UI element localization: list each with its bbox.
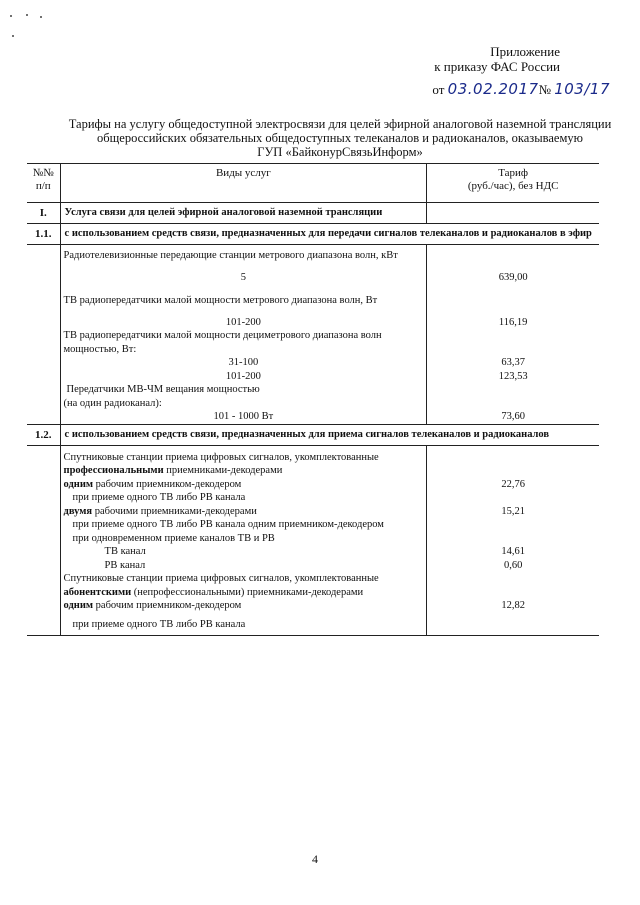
service-cell — [60, 445, 427, 636]
section-number: 1.2. — [27, 424, 60, 445]
bold-term: абонентскими — [63, 586, 132, 598]
section-number: I. — [27, 203, 60, 224]
header-service-cell: Виды услуг — [60, 164, 427, 203]
empty-cell — [427, 203, 599, 224]
tariff-cell — [427, 445, 599, 636]
tariff-value: 12,82 — [501, 600, 525, 611]
table-header-row — [27, 164, 599, 203]
service-label: Радиотелевизионные передающие станции метрового диапазона волн, кВт — [63, 250, 398, 261]
section-number: 1.1. — [27, 224, 60, 245]
section-title: с использованием средств связи, предназначенных для приема сигналов телеканалов и радиоканалов — [60, 424, 599, 445]
tariff-cell — [427, 245, 599, 425]
service-label: мощностью, Вт: — [63, 343, 137, 355]
title-line-3: ГУП «БайконурСвязьИнформ» — [257, 145, 423, 159]
appendix-label: Приложение — [490, 44, 560, 59]
handwritten-date: 03.02.2017 — [447, 80, 539, 98]
service-text: приемниками-декодерами — [163, 465, 283, 476]
service-label — [61, 599, 427, 613]
bold-term: одним — [63, 600, 94, 611]
service-label: ТВ канал — [104, 546, 146, 557]
service-label: Спутниковые станции приема цифровых сигналов, укомплектованные — [63, 451, 379, 463]
order-date-line — [390, 80, 610, 98]
tariff-value: 123,53 — [498, 370, 528, 382]
tariff-value: 73,60 — [501, 411, 525, 422]
bold-term: двумя — [63, 505, 93, 517]
tariff-value: 0,60 — [503, 559, 523, 571]
service-text: (непрофессиональными) приемниками-декодерами — [131, 586, 364, 598]
service-label: Передатчики МВ-ЧМ вещания мощностью — [66, 384, 260, 395]
bold-term: профессиональными — [63, 465, 164, 476]
service-label: при приеме одного ТВ либо РВ канала — [72, 618, 246, 630]
from-label: от — [432, 82, 445, 97]
service-label: при приеме одного ТВ либо РВ канала одним приемником-декодером — [72, 519, 384, 530]
service-label: ТВ радиопередатчики малой мощности метрового диапазона волн, Вт — [63, 295, 378, 306]
section-title: с использованием средств связи, предназначенных для передачи сигналов телеканалов и радиоканалов в эфир — [60, 224, 599, 245]
tariff-value: 22,76 — [501, 478, 525, 490]
title-line-2: общероссийских обязательных общедоступных телеканалов и радиоканалов, оказываемую — [97, 131, 583, 145]
empty-cell — [27, 445, 60, 636]
service-label: (на один радиоканал): — [63, 397, 162, 409]
header-number-line-1: №№ — [32, 167, 54, 179]
header-tariff-cell — [427, 164, 599, 203]
section-row — [27, 203, 599, 224]
page-number: 4 — [312, 852, 318, 866]
scan-speck — [12, 35, 14, 37]
title-line-1: Тарифы на услугу общедоступной электросвязи для целей эфирной аналоговой наземной трансляции — [68, 117, 612, 131]
service-text: рабочим приемником-декодером — [93, 600, 242, 611]
empty-cell — [27, 245, 60, 425]
service-text: рабочими приемниками-декодерами — [92, 505, 257, 517]
table-row — [27, 245, 599, 425]
scan-speck — [10, 15, 12, 17]
service-label: Спутниковые станции приема цифровых сигналов, укомплектованные — [63, 573, 379, 584]
service-cell — [60, 245, 427, 425]
order-reference: к приказу ФАС России — [434, 59, 560, 74]
document-title — [60, 117, 620, 159]
service-label — [61, 478, 427, 492]
service-value: 101 - 1000 Вт — [213, 411, 274, 422]
header-tariff-line-2: (руб./час), без НДС — [467, 180, 559, 192]
header-tariff-line-1: Тариф — [498, 167, 529, 179]
number-sign: № — [538, 82, 551, 97]
header-number-line-2: п/п — [35, 180, 51, 192]
service-value: 101-200 — [225, 316, 261, 328]
service-label — [61, 464, 427, 478]
section-row — [27, 424, 599, 445]
service-label: при одновременном приеме каналов ТВ и РВ — [72, 532, 275, 544]
service-label — [61, 505, 427, 519]
service-label: РВ канал — [104, 559, 146, 571]
tariff-value: 14,61 — [501, 546, 525, 557]
tariff-table — [27, 163, 599, 636]
table-row — [27, 445, 599, 636]
tariff-value: 63,37 — [501, 357, 525, 368]
service-value: 31-100 — [228, 357, 259, 368]
service-value: 101-200 — [225, 370, 261, 382]
service-label — [61, 586, 427, 600]
service-label: при приеме одного ТВ либо РВ канала — [72, 492, 246, 503]
tariff-value: 116,19 — [498, 316, 528, 328]
tariff-value: 639,00 — [498, 271, 528, 283]
appendix-header — [400, 44, 560, 74]
service-label: ТВ радиопередатчики малой мощности дециметрового диапазона волн — [63, 330, 382, 341]
header-number-cell — [27, 164, 60, 203]
scan-speck — [40, 16, 42, 18]
service-text: рабочим приемником-декодером — [93, 478, 242, 490]
tariff-value: 15,21 — [501, 505, 525, 517]
section-title: Услуга связи для целей эфирной аналоговой наземной трансляции — [60, 203, 427, 224]
scan-speck — [26, 14, 28, 16]
handwritten-order-number: 103/17 — [554, 80, 610, 98]
bold-term: одним — [63, 478, 94, 490]
service-value: 5 — [240, 271, 247, 283]
section-row — [27, 224, 599, 245]
